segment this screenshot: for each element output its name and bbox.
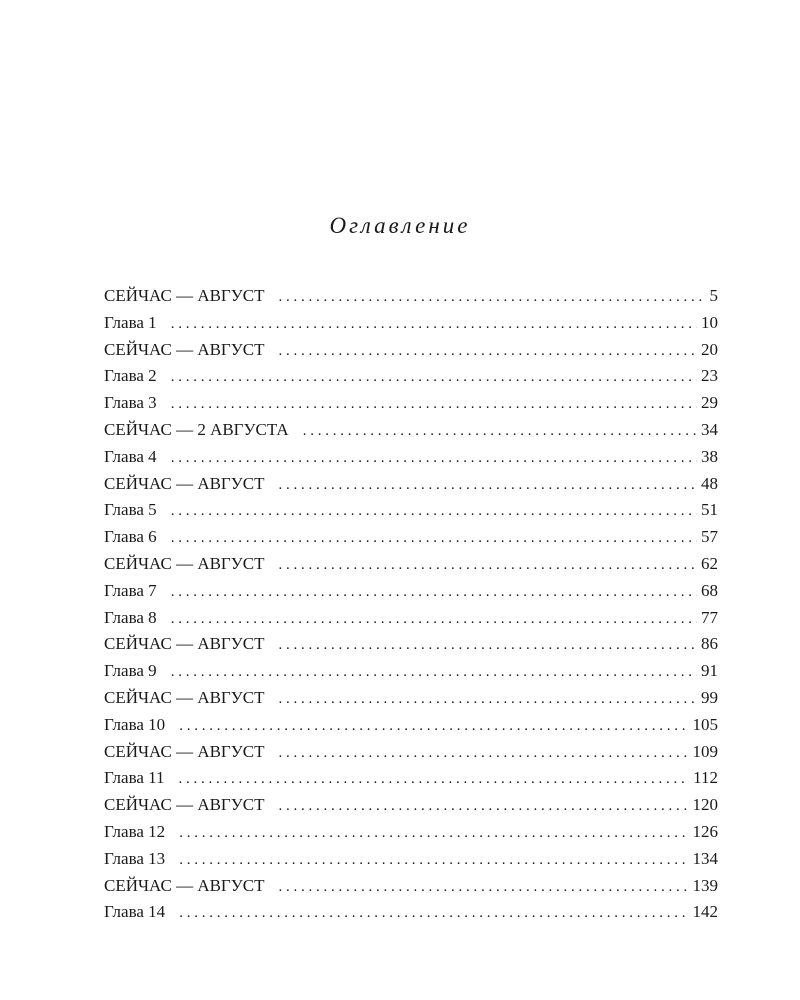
toc-entry-page-number: 134 bbox=[692, 848, 718, 868]
toc-entry bbox=[104, 685, 718, 712]
toc-entry-page-number: 77 bbox=[701, 607, 718, 627]
toc-entry-label: СЕЙЧАС — 2 АВГУСТА bbox=[104, 419, 289, 439]
toc-dot-leader bbox=[179, 820, 688, 847]
toc-dot-leader bbox=[279, 686, 697, 713]
toc-dot-leader bbox=[179, 713, 688, 740]
toc-dot-leader bbox=[279, 740, 689, 767]
toc-entry bbox=[104, 417, 718, 444]
toc-entry-label: СЕЙЧАС — АВГУСТ bbox=[104, 473, 265, 493]
toc-dot-leader bbox=[171, 311, 697, 338]
toc-dot-leader bbox=[279, 874, 689, 901]
toc-entry-page-number: 62 bbox=[701, 553, 718, 573]
toc-entry-page-number: 20 bbox=[701, 339, 718, 359]
toc-entry-label: Глава 12 bbox=[104, 821, 166, 841]
toc-entry bbox=[104, 444, 718, 471]
toc-entry-page-number: 112 bbox=[693, 768, 718, 788]
toc-entry-label: Глава 4 bbox=[104, 446, 157, 466]
toc-list bbox=[104, 283, 718, 926]
toc-dot-leader bbox=[303, 418, 697, 445]
toc-entry bbox=[104, 524, 718, 551]
toc-entry-page-number: 38 bbox=[701, 446, 718, 466]
toc-entry-label: Глава 8 bbox=[104, 607, 157, 627]
toc-entry-label: Глава 2 bbox=[104, 366, 157, 386]
toc-dot-leader bbox=[279, 793, 689, 820]
toc-entry-page-number: 126 bbox=[692, 821, 718, 841]
toc-entry-label: Глава 10 bbox=[104, 714, 166, 734]
toc-dot-leader bbox=[179, 900, 688, 927]
toc-entry bbox=[104, 846, 718, 873]
toc-entry-page-number: 34 bbox=[701, 419, 718, 439]
toc-dot-leader bbox=[179, 847, 688, 874]
toc-entry-page-number: 48 bbox=[701, 473, 718, 493]
toc-entry-page-number: 51 bbox=[701, 500, 718, 520]
toc-entry-page-number: 57 bbox=[701, 527, 718, 547]
toc-entry-label: СЕЙЧАС — АВГУСТ bbox=[104, 286, 265, 305]
toc-entry bbox=[104, 551, 718, 578]
toc-entry bbox=[104, 899, 718, 926]
toc-dot-leader bbox=[279, 632, 697, 659]
toc-dot-leader bbox=[171, 364, 697, 391]
toc-entry-page-number: 105 bbox=[692, 714, 718, 734]
toc-entry bbox=[104, 310, 718, 337]
toc-title: Оглавление bbox=[329, 213, 471, 238]
toc-entry-label: СЕЙЧАС — АВГУСТ bbox=[104, 634, 265, 654]
toc-entry bbox=[104, 792, 718, 819]
toc-entry-label: Глава 13 bbox=[104, 848, 166, 868]
toc-entry-page-number: 23 bbox=[701, 366, 718, 386]
toc-entry-label: Глава 7 bbox=[104, 580, 157, 600]
toc-entry bbox=[104, 390, 718, 417]
toc-entry-page-number: 10 bbox=[701, 312, 718, 332]
toc-dot-leader bbox=[179, 766, 690, 793]
toc-entry-label: Глава 11 bbox=[104, 768, 165, 788]
toc-entry-page-number: 139 bbox=[692, 875, 718, 895]
toc-entry bbox=[104, 283, 718, 310]
toc-dot-leader bbox=[279, 338, 697, 365]
toc-entry-page-number: 120 bbox=[692, 795, 718, 815]
toc-dot-leader bbox=[171, 498, 697, 525]
toc-dot-leader bbox=[171, 445, 697, 472]
toc-entry-page-number: 99 bbox=[701, 687, 718, 707]
toc-entry-label: СЕЙЧАС — АВГУСТ bbox=[104, 875, 265, 895]
toc-dot-leader bbox=[171, 391, 697, 418]
toc-entry-label: Глава 5 bbox=[104, 500, 157, 520]
toc-entry-page-number: 68 bbox=[701, 580, 718, 600]
toc-entry bbox=[104, 471, 718, 498]
toc-entry-page-number: 86 bbox=[701, 634, 718, 654]
toc-entry-page-number: 91 bbox=[701, 661, 718, 681]
toc-dot-leader bbox=[171, 659, 697, 686]
toc-entry bbox=[104, 363, 718, 390]
toc-entry-label: СЕЙЧАС — АВГУСТ bbox=[104, 339, 265, 359]
toc-entry-page-number: 5 bbox=[709, 286, 718, 305]
toc-dot-leader bbox=[171, 579, 697, 606]
toc-dot-leader bbox=[279, 284, 706, 311]
toc-entry-label: Глава 3 bbox=[104, 393, 157, 413]
toc-entry bbox=[104, 873, 718, 900]
toc-dot-leader bbox=[171, 606, 697, 633]
toc-entry-page-number: 142 bbox=[692, 902, 718, 922]
toc-entry-label: СЕЙЧАС — АВГУСТ bbox=[104, 741, 265, 761]
toc-entry bbox=[104, 765, 718, 792]
toc-entry-label: Глава 9 bbox=[104, 661, 157, 681]
toc-entry-page-number: 29 bbox=[701, 393, 718, 413]
toc-entry bbox=[104, 819, 718, 846]
toc-dot-leader bbox=[171, 525, 697, 552]
toc-entry-label: СЕЙЧАС — АВГУСТ bbox=[104, 553, 265, 573]
toc-dot-leader bbox=[279, 472, 697, 499]
toc-entry bbox=[104, 658, 718, 685]
toc-dot-leader bbox=[279, 552, 697, 579]
toc-entry bbox=[104, 337, 718, 364]
toc-entry bbox=[104, 712, 718, 739]
toc-entry-label: Глава 6 bbox=[104, 527, 157, 547]
toc-entry bbox=[104, 739, 718, 766]
toc-entry bbox=[104, 497, 718, 524]
toc-entry-page-number: 109 bbox=[692, 741, 718, 761]
toc-entry-label: СЕЙЧАС — АВГУСТ bbox=[104, 687, 265, 707]
toc-entry-label: СЕЙЧАС — АВГУСТ bbox=[104, 795, 265, 815]
toc-entry-label: Глава 1 bbox=[104, 312, 157, 332]
toc-entry-label: Глава 14 bbox=[104, 902, 166, 922]
toc-entry bbox=[104, 578, 718, 605]
toc-entry bbox=[104, 631, 718, 658]
toc-entry bbox=[104, 605, 718, 632]
